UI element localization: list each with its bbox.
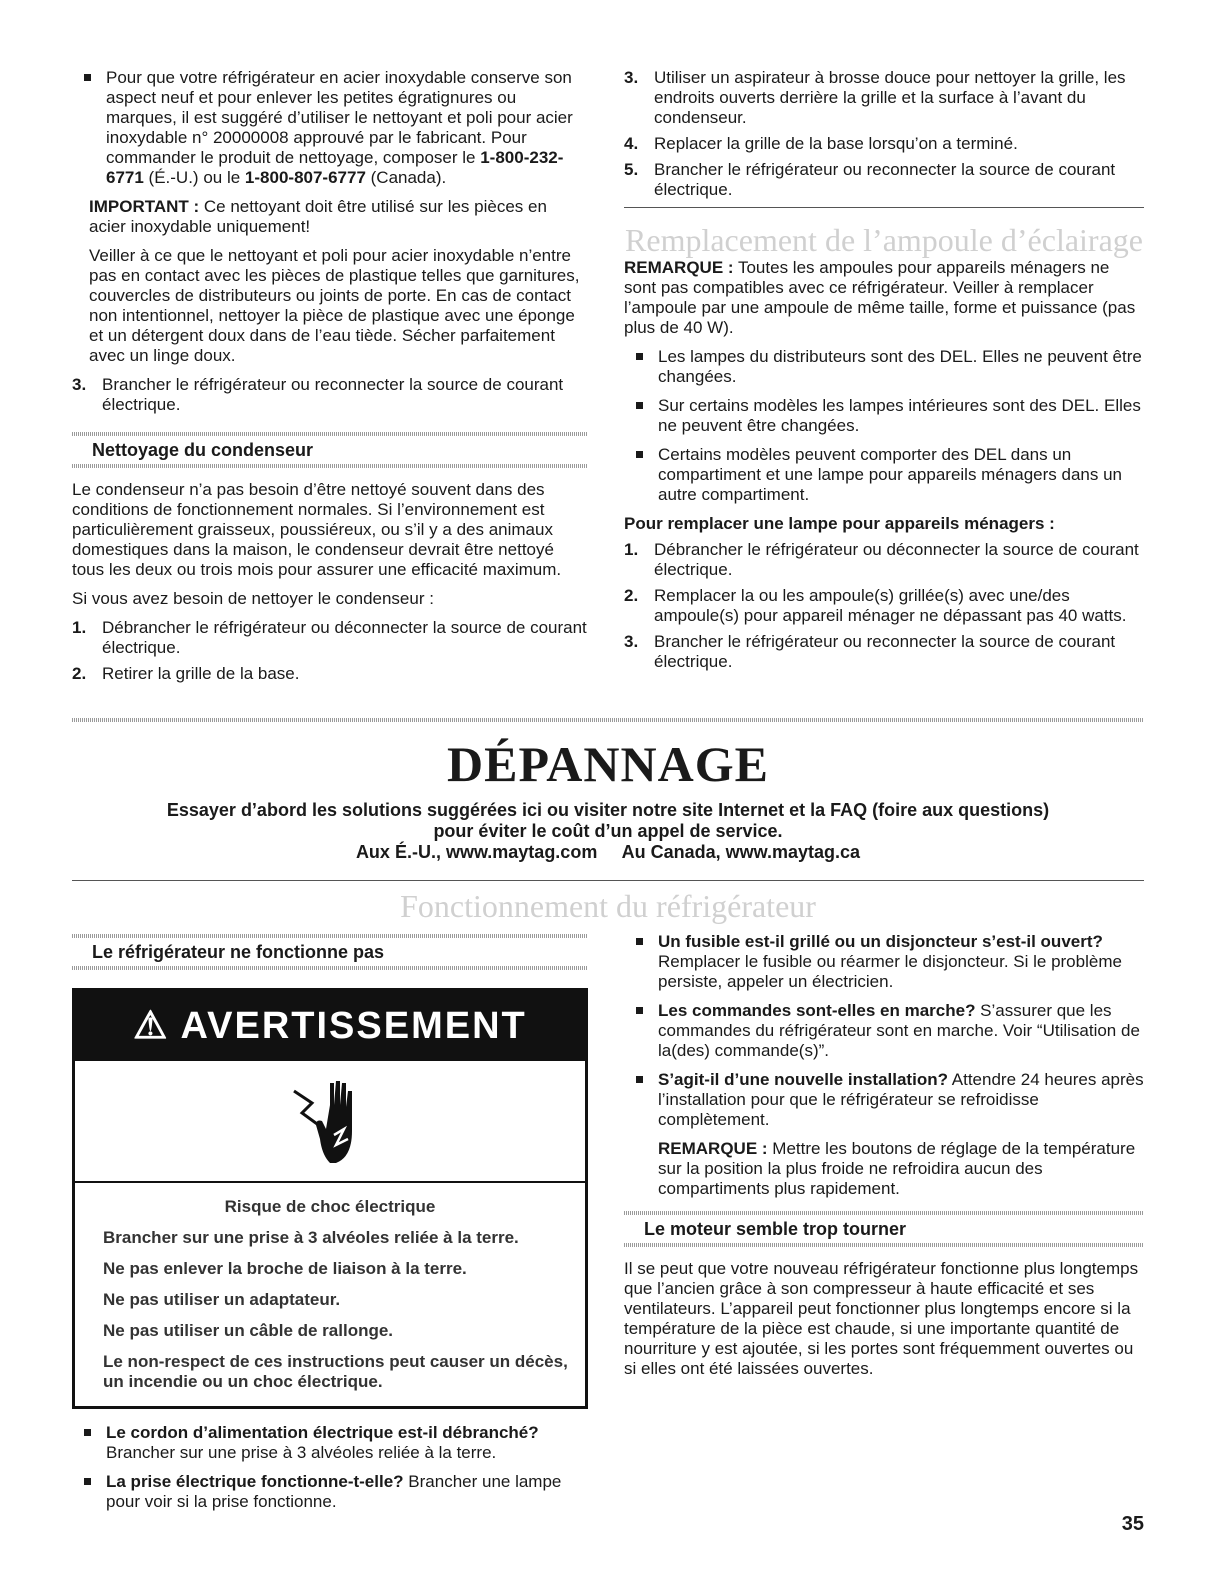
- warning-line-1: Brancher sur une prise à 3 alvéoles reliée à la terre.: [103, 1228, 519, 1247]
- electric-shock-icon: [290, 1077, 370, 1167]
- controls-bullet: Les commandes sont-elles en marche? S’assurer que les commandes du réfrigérateur sont en marche. Voir “Utilisation de la(des) commande(s)”.: [624, 1001, 1144, 1061]
- left-top-column: [72, 68, 588, 421]
- ampoule-title: Remplacement de l’ampoule d’éclairage: [625, 222, 1143, 258]
- bullet-square-icon: [84, 74, 91, 81]
- fuse-bullet: Un fusible est-il grillé ou un disjoncteur s’est-il ouvert? Remplacer le fusible ou réarmer le disjoncteur. Si le problème persiste, appeler un électricien.: [624, 932, 1144, 992]
- bottom-left-column: [72, 934, 588, 1521]
- bullet-square-icon: [636, 1076, 643, 1083]
- right-step-5: 5. Brancher le réfrigérateur ou reconnecter la source de courant électrique.: [624, 160, 1116, 199]
- condenseur-para1: Le condenseur n’a pas besoin d’être nettoyé souvent dans des conditions de fonctionnement normales. Si l’environnement est particulièrement graisseux, poussiéreux, ou s’il y a des animaux domestiques dans la maison, le condenseur devrait être nettoyé tous les deux ou trois mois pour assurer une efficacité maximum.: [72, 480, 562, 579]
- ampoule-step-2: 2. Remplacer la ou les ampoule(s) grillée(s) avec une/des ampoule(s) pour appareil ménager ne dépassant pas 40 watts.: [624, 586, 1127, 625]
- left-step-3: 3. Brancher le réfrigérateur ou reconnecter la source de courant électrique.: [72, 375, 564, 414]
- fonctionnement-title-wrap: [72, 888, 1144, 924]
- condenseur-heading: Nettoyage du condenseur: [72, 432, 588, 468]
- warning-line-5: Le non-respect de ces instructions peut causer un décès, un incendie ou un choc électrique.: [103, 1352, 568, 1391]
- warning-triangle-icon: ⚠: [133, 1005, 170, 1047]
- bullet-square-icon: [84, 1478, 91, 1485]
- electric-shock-area: [75, 1061, 585, 1183]
- phone-us: 1-800-232-6771: [106, 148, 564, 187]
- condenseur-step-2: 2. Retirer la grille de la base.: [72, 664, 300, 683]
- stainless-bullet: Pour que votre réfrigérateur en acier inoxydable conserve son aspect neuf et pour enlever les petites égratignures ou marques, il est suggéré d’utiliser le nettoyant et poli pour acier inoxydable n° 20000008 approuvé par le fabricant. Pour commander le produit de nettoyage, composer le 1-800-232-6771 (É.-U.) ou le 1-800-807-6777 (Canada).: [72, 68, 588, 188]
- depannage-sub3: Aux É.-U., www.maytag.com Au Canada, www.maytag.ca: [355, 842, 861, 862]
- veiller-paragraph: Veiller à ce que le nettoyant et poli pour acier inoxydable n’entre pas en contact avec les pièces de plastique telles que garnitures, couvercles de distributeurs ou joints de porte. En cas de contact non intentionnel, nettoyer la pièce de plastique avec une éponge et un détergent doux dans de l’eau tiède. Sécher parfaitement avec un linge doux.: [89, 246, 580, 365]
- fonctionnement-title: Fonctionnement du réfrigérateur: [400, 888, 816, 924]
- ampoule-bullet-3: Certains modèles peuvent comporter des DEL dans un compartiment et une lampe pour appareils ménagers dans un autre compartiment.: [624, 445, 1144, 505]
- ampoule-section: [624, 222, 1144, 678]
- depannage-sub1: Essayer d’abord les solutions suggérées ici ou visiter notre site Internet et la FAQ (foire aux questions): [166, 800, 1050, 820]
- warning-header: ⚠ AVERTISSEMENT: [75, 991, 585, 1061]
- depannage-divider: [72, 718, 1144, 722]
- warning-line-4: Ne pas utiliser un câble de rallonge.: [103, 1321, 394, 1340]
- fonctionnement-rule: [72, 880, 1144, 881]
- ampoule-remarque: REMARQUE : Toutes les ampoules pour appareils ménagers ne sont pas compatibles avec ce réfrigérateur. Veiller à remplacer l’ampoule par une ampoule de même taille, forme et puissance (pas plus de 40 W).: [624, 258, 1136, 337]
- ampoule-bullet-2: Sur certains modèles les lampes intérieures sont des DEL. Elles ne peuvent être changées.: [624, 396, 1144, 436]
- bullet-square-icon: [84, 1429, 91, 1436]
- page-number: 35: [1121, 1513, 1144, 1535]
- moteur-heading: Le moteur semble trop tourner: [624, 1211, 1144, 1247]
- ampoule-bullet-1: Les lampes du distributeurs sont des DEL. Elles ne peuvent être changées.: [624, 347, 1144, 387]
- bottom-right-column: [624, 932, 1144, 1388]
- right-step-3: 3. Utiliser un aspirateur à brosse douce pour nettoyer la grille, les endroits ouverts derrière la grille et la surface à l’avant du condenseur.: [624, 68, 1126, 127]
- outlet-bullet: La prise électrique fonctionne-t-elle? Brancher une lampe pour voir si la prise fonctionne.: [72, 1472, 588, 1512]
- depannage-sub2: pour éviter le coût d’un appel de service.: [433, 821, 783, 841]
- warning-lines: [75, 1183, 585, 1406]
- ampoule-step-1: 1. Débrancher le réfrigérateur ou déconnecter la source de courant électrique.: [624, 540, 1139, 579]
- bullet-square-icon: [636, 353, 643, 360]
- not-working-heading: Le réfrigérateur ne fonctionne pas: [72, 934, 588, 970]
- depannage-header: [72, 736, 1144, 863]
- right-step-4: 4. Replacer la grille de la base lorsqu’on a terminé.: [624, 134, 1018, 153]
- moteur-text: Il se peut que votre nouveau réfrigérateur fonctionne plus longtemps que l’ancien grâce à son compresseur à haute efficacité et ses ventilateurs. L’appareil peut fonctionner plus longtemps encore si la température de la pièce est chaude, si une importante quantité de nourriture y est ajoutée, si les portes sont fréquemment ouvertes ou si elles ont été laissées ouvertes.: [624, 1259, 1139, 1378]
- condenseur-step-1: 1. Débrancher le réfrigérateur ou déconnecter la source de courant électrique.: [72, 618, 587, 657]
- condenseur-section: [72, 432, 588, 690]
- phone-ca: 1-800-807-6777: [244, 168, 366, 187]
- warning-risk: Risque de choc électrique: [224, 1197, 436, 1216]
- ampoule-rule: [624, 207, 1144, 208]
- installation-bullet: S’agit-il d’une nouvelle installation? Attendre 24 heures après l’installation pour que le réfrigérateur se refroidisse complètement.: [624, 1070, 1144, 1130]
- important-note: IMPORTANT : Ce nettoyant doit être utilisé sur les pièces en acier inoxydable uniquement!: [89, 197, 547, 236]
- condenseur-para2: Si vous avez besoin de nettoyer le condenseur :: [72, 589, 434, 608]
- depannage-title: DÉPANNAGE: [447, 736, 769, 792]
- cord-bullet: Le cordon d’alimentation électrique est-il débranché? Brancher sur une prise à 3 alvéoles reliée à la terre.: [72, 1423, 588, 1463]
- fonctionnement-remarque: REMARQUE : Mettre les boutons de réglage de la température sur la position la plus froide ne refroidira aucun des compartiments plus rapidement.: [658, 1139, 1136, 1198]
- bullet-square-icon: [636, 402, 643, 409]
- procedure-heading: Pour remplacer une lampe pour appareils ménagers :: [624, 514, 1055, 533]
- bullet-square-icon: [636, 1007, 643, 1014]
- warning-line-2: Ne pas enlever la broche de liaison à la terre.: [103, 1259, 467, 1278]
- ampoule-step-3: 3. Brancher le réfrigérateur ou reconnecter la source de courant électrique.: [624, 632, 1116, 671]
- right-top-column: [624, 68, 1144, 206]
- warning-box: [72, 988, 588, 1409]
- warning-line-3: Ne pas utiliser un adaptateur.: [103, 1290, 341, 1309]
- bullet-square-icon: [636, 938, 643, 945]
- bullet-square-icon: [636, 451, 643, 458]
